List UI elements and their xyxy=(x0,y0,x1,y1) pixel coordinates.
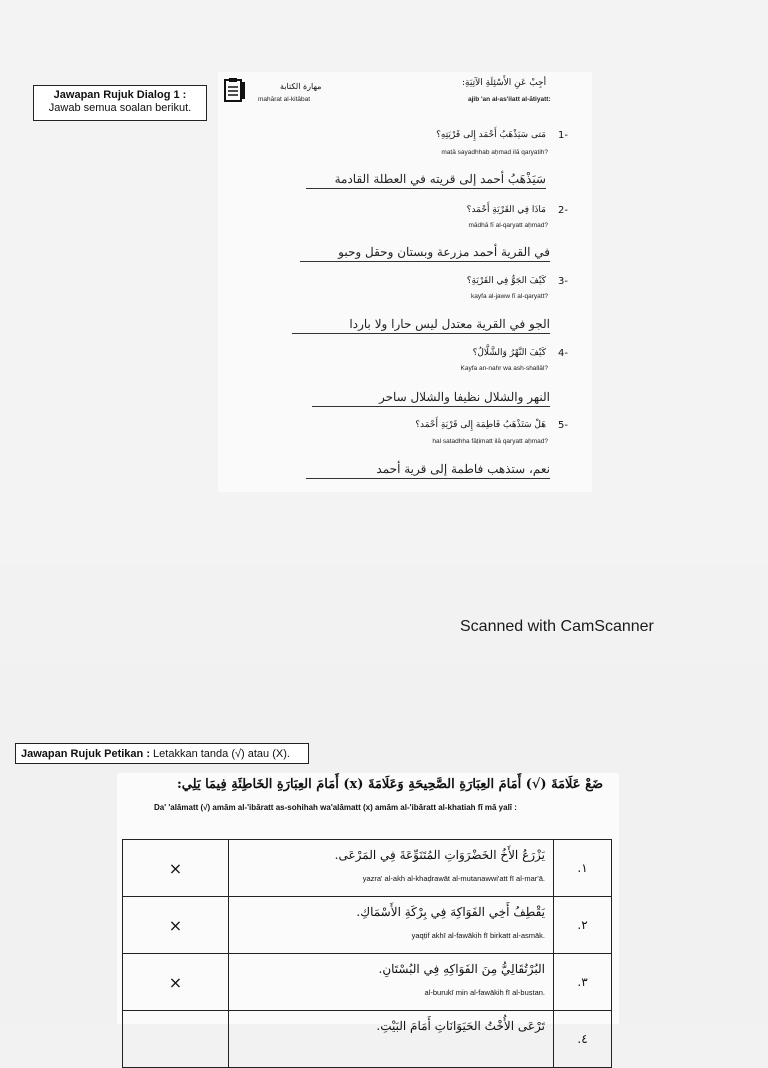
label-subtitle: Jawab semua soalan berikut. xyxy=(48,102,192,114)
row-number: .٢ xyxy=(554,897,612,954)
statement-ar: تَرْعَى الأُخْتُ الحَيَوَانَاتِ أَمَامَ البَيْتِ. xyxy=(376,1019,545,1033)
instruction-ar: ضَعْ عَلَامَةَ (√) أَمَامَ العِبَارَةِ الصَّحِيحَةِ وَعَلَامَةَ (x) أَمَامَ العِبَارَةِ الخَاطِئَةِ فِيمَا يَلِي: xyxy=(177,777,604,792)
answer-mark xyxy=(123,1011,229,1068)
question-number: 2- xyxy=(558,205,568,216)
question-tr: matā sayadhhab aḥmad ilā qaryatih? xyxy=(441,149,548,156)
question-ar: كَيْفَ النَّهْرُ وَالشَّلَّالُ؟ xyxy=(472,348,546,358)
skill-title-ar: مهارة الكتابة xyxy=(280,82,322,91)
question-number: 5- xyxy=(558,420,568,431)
clipboard-icon xyxy=(223,77,245,103)
question-tr: hal satadhha fāṭimatt ilā qaryatt aḥmad? xyxy=(432,438,548,445)
worksheet-scan-2 xyxy=(117,773,619,1046)
statement-ar: يَزْرَعُ الأَخُ الخَضْرَوَاتِ المُتَنَوِّعَةَ فِي المَرْعَى. xyxy=(334,848,545,862)
handwritten-answer: النهر والشلال نظيفا والشلال ساحر xyxy=(312,390,550,407)
row-number: .٣ xyxy=(554,954,612,1011)
table-row xyxy=(123,1011,612,1068)
camscanner-watermark: Scanned with CamScanner xyxy=(460,618,654,635)
question-tr: Kayfa an-nahr wa ash-shallāl? xyxy=(460,365,548,372)
statement-tr: yaqṭif akhī al-fawākih fī birkatt al-asmāk. xyxy=(411,931,545,940)
handwritten-answer: سَيَذْهَبُ أحمد إلى قريته في العطلة القادمة xyxy=(306,172,546,189)
statement-ar: البُرْتُقَالِيُّ مِنَ الفَوَاكِهِ فِي البُسْتَانِ. xyxy=(378,962,545,976)
skill-title-tr: mahārat al-kitābat xyxy=(258,96,311,103)
answer-mark: × xyxy=(123,840,229,897)
answer-mark: × xyxy=(123,954,229,1011)
question-ar: كَيْفَ الجَوُّ فِي القَرْيَةِ؟ xyxy=(466,276,546,286)
answer-reference-label xyxy=(33,85,207,121)
label-title: Jawapan Rujuk Petikan : xyxy=(21,748,150,760)
question-ar: مَاذَا فِي القَرْيَةِ أَحْمَد؟ xyxy=(466,205,546,215)
answer-mark: × xyxy=(123,897,229,954)
statement-ar: يَقْطِفُ أَخِي الفَوَاكِهَ فِي بِرْكَةِ الأَسْمَاكِ. xyxy=(356,905,545,919)
label-title: Jawapan Rujuk Dialog 1 : xyxy=(53,89,187,101)
statement-tr: al-burukī min al-fawākih fī al-bustan. xyxy=(424,988,545,997)
question-number: 4- xyxy=(558,348,568,359)
handwritten-answer: نعم، ستذهب فاطمة إلى قرية أحمد xyxy=(306,462,550,479)
label-rest: Letakkan tanda (√) atau (X). xyxy=(149,748,290,760)
answer-reference-label-2 xyxy=(15,743,309,764)
table-row xyxy=(123,954,612,1011)
question-ar: مَتى سَيَذْهَبُ أَحْمَد إِلى قَرْيَتِهِ؟ xyxy=(436,130,546,140)
instruction-tr: ajib 'an al-as'ilatt al-ātiyatt: xyxy=(468,96,551,103)
table-row xyxy=(123,897,612,954)
row-number: .١ xyxy=(554,840,612,897)
question-tr: mādhā fī al-qaryatt aḥmad? xyxy=(468,222,548,229)
worksheet-scan xyxy=(218,72,592,492)
question-number: 3- xyxy=(558,276,568,287)
question-tr: kayfa al-jaww fī al-qaryatt? xyxy=(471,293,548,300)
true-false-table xyxy=(122,839,612,1068)
handwritten-answer: في القرية أحمد مزرعة وبستان وحقل وحبو xyxy=(300,245,550,262)
row-number: .٤ xyxy=(554,1011,612,1068)
handwritten-answer: الجو في القرية معتدل ليس حارا ولا باردا xyxy=(292,317,550,334)
question-ar: هَلْ سَتَذْهَبُ فَاطِمَة إِلى قَرْيَةِ أَحْمَد؟ xyxy=(415,420,546,430)
table-row xyxy=(123,840,612,897)
statement-tr: yazra' al-akh al-khaḍrawāt al-mutanawwi'att fī al-mar'ā. xyxy=(362,874,545,883)
instruction-ar: أجِبْ عَنِ الأَسْئِلَةِ الآتِيَةِ: xyxy=(462,78,547,88)
question-number: 1- xyxy=(558,130,568,141)
instruction-tr: Da' 'alāmatt (√) amām al-'ibāratt as-sohihah wa'alāmatt (x) amām al-'ibāratt al-khatiah fī mā yalī : xyxy=(154,803,517,812)
